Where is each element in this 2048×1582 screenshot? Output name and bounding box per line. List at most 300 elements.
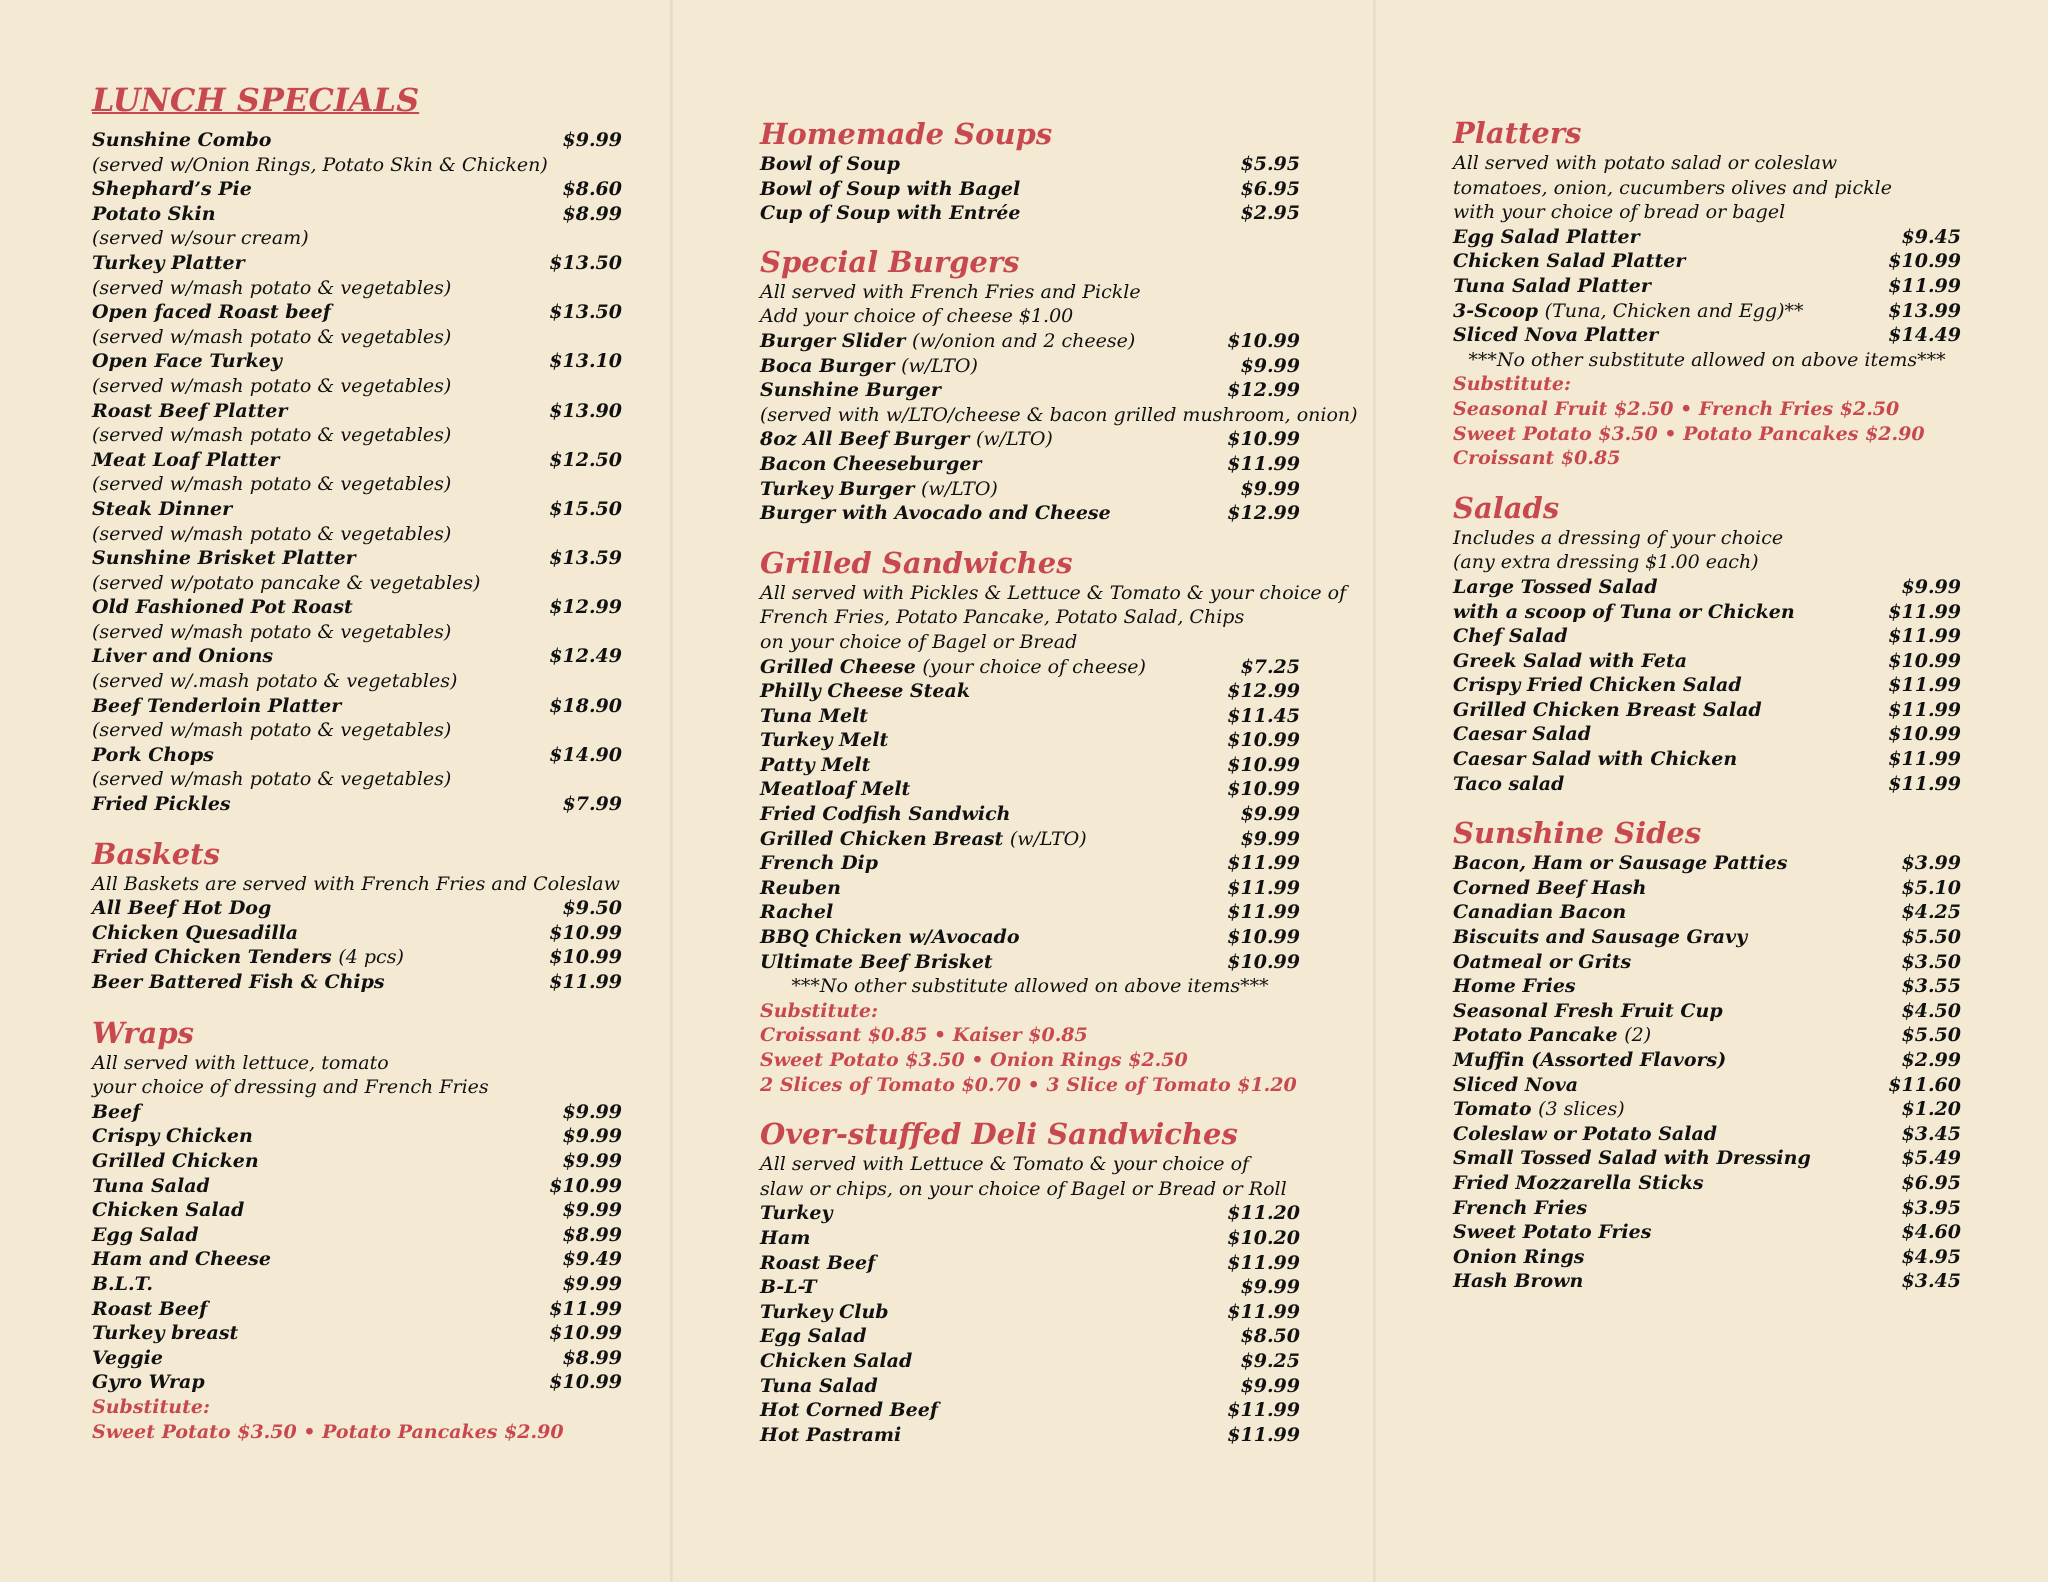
menu-item-name xyxy=(1453,1097,1625,1122)
menu-note: (served w/potato pancake & vegetables) xyxy=(92,571,481,594)
menu-item-name xyxy=(1453,1146,1811,1171)
menu-item-label: Open Face Turkey xyxy=(92,350,282,373)
menu-item xyxy=(760,925,1300,950)
menu-item-name xyxy=(1453,722,1591,747)
menu-item-label: Sweet Potato Fries xyxy=(1453,1221,1652,1244)
menu-item-label: Philly Cheese Steak xyxy=(760,680,970,703)
section-title-baskets: Baskets xyxy=(92,836,220,871)
menu-item-price: $10.99 xyxy=(1227,428,1300,451)
menu-item-price: $14.49 xyxy=(1888,324,1961,347)
menu-item xyxy=(760,329,1300,354)
menu-item-qualifier: (3 slices) xyxy=(1538,1098,1625,1121)
substitute-line: Substitute: xyxy=(1453,373,1571,396)
menu-item xyxy=(1453,1048,1961,1073)
menu-item-label: Grilled Chicken Breast xyxy=(760,827,1010,850)
menu-item-price: $7.25 xyxy=(1240,655,1300,678)
menu-item-price: $3.55 xyxy=(1901,975,1961,998)
menu-item xyxy=(1453,1097,1961,1122)
menu-note: (served w/mash potato & vegetables) xyxy=(92,522,452,545)
menu-item-price: $11.99 xyxy=(1888,625,1961,648)
menu-item-price: $10.99 xyxy=(1227,329,1300,352)
menu-note: (served with w/LTO/cheese & bacon grilled mushroom, onion) xyxy=(760,403,1358,426)
menu-item-name xyxy=(1453,698,1762,723)
substitute-line: Substitute: xyxy=(92,1395,210,1418)
menu-item-label: Muffin (Assorted Flavors) xyxy=(1453,1049,1727,1071)
menu-item-name xyxy=(92,448,279,473)
menu-item xyxy=(92,970,622,995)
menu-item-price: $10.99 xyxy=(1227,729,1300,752)
menu-item-label: Burger with Avocado and Cheese xyxy=(760,502,1111,525)
menu-item-price: $3.45 xyxy=(1901,1270,1961,1293)
menu-item-name xyxy=(760,354,978,379)
section-baskets xyxy=(92,872,622,995)
menu-note: All served with Lettuce & Tomato & your choice of xyxy=(760,1153,1250,1176)
menu-item-label: Taco salad xyxy=(1453,772,1565,795)
menu-item-price: $4.95 xyxy=(1901,1245,1961,1268)
menu-item-price: $5.50 xyxy=(1901,1024,1961,1047)
menu-item-price: $4.50 xyxy=(1901,999,1961,1022)
substitute-line: Substitute: xyxy=(760,999,878,1022)
menu-item-label: French Fries xyxy=(1453,1196,1588,1219)
menu-item-name xyxy=(92,921,298,946)
menu-item xyxy=(1453,575,1961,600)
menu-item-qualifier: (w/LTO) xyxy=(921,477,998,500)
menu-item-label: Sunshine Burger xyxy=(760,379,941,402)
menu-item xyxy=(760,1423,1300,1448)
menu-item xyxy=(760,1324,1300,1349)
menu-item-label: Canadian Bacon xyxy=(1453,901,1627,924)
menu-item-price: $10.99 xyxy=(1227,950,1300,973)
menu-item-label: Bacon Cheeseburger xyxy=(760,452,982,475)
menu-item-label: Turkey Burger xyxy=(760,477,922,500)
menu-item-label: Egg Salad Platter xyxy=(1453,225,1640,248)
menu-item-label: Sunshine Combo xyxy=(92,129,272,151)
menu-item-label: Chicken Salad xyxy=(760,1349,913,1372)
menu-item-name xyxy=(760,925,1020,950)
menu-item-price: $11.99 xyxy=(549,971,622,993)
menu-item xyxy=(92,448,622,473)
menu-item xyxy=(760,1201,1300,1226)
menu-item-name xyxy=(760,201,1020,226)
menu-item xyxy=(92,177,622,202)
menu-item-name xyxy=(760,1423,901,1448)
menu-item-price: $13.99 xyxy=(1888,299,1961,322)
menu-item-name xyxy=(1453,974,1576,999)
menu-item-label: 3-Scoop xyxy=(1453,299,1545,322)
menu-item-label: Open faced Roast beef xyxy=(92,301,331,324)
menu-item-price: $5.10 xyxy=(1901,876,1961,899)
menu-item xyxy=(92,921,622,946)
section-title-salads: Salads xyxy=(1453,490,1560,525)
menu-item-price: $5.49 xyxy=(1901,1147,1961,1170)
menu-item-label: Bowl of Soup with Bagel xyxy=(760,177,1021,200)
menu-item-name xyxy=(760,501,1111,526)
menu-item-price: $8.50 xyxy=(1240,1325,1300,1348)
menu-item-name xyxy=(92,128,271,153)
menu-item-price: $4.25 xyxy=(1901,901,1961,924)
substitution-notice: ***No other substitute allowed on above items*** xyxy=(791,975,1269,998)
menu-item xyxy=(1453,876,1961,901)
menu-item-label: Crispy Fried Chicken Salad xyxy=(1453,674,1742,697)
menu-item-price: $12.99 xyxy=(1227,379,1300,402)
menu-item xyxy=(760,1398,1300,1423)
menu-note: Includes a dressing of your choice xyxy=(1453,526,1784,549)
menu-item-name xyxy=(92,595,353,620)
menu-item-label: Sliced Nova Platter xyxy=(1453,324,1659,347)
menu-item-name xyxy=(92,300,331,325)
menu-item-name xyxy=(1453,575,1658,600)
menu-item-qualifier: (your choice of cheese) xyxy=(922,655,1146,678)
menu-item-price: $9.99 xyxy=(562,1100,622,1123)
menu-note: (served w/mash potato & vegetables) xyxy=(92,424,452,447)
section-title-grilled-sandwiches: Grilled Sandwiches xyxy=(760,545,1073,580)
menu-item xyxy=(92,1321,622,1346)
menu-item-price: $8.99 xyxy=(562,1346,622,1369)
menu-note: (served w/mash potato & vegetables) xyxy=(92,325,452,348)
menu-item-price: $12.50 xyxy=(549,448,622,471)
menu-item-label: Grilled Chicken xyxy=(92,1149,259,1172)
menu-item-label: Tuna Salad Platter xyxy=(1453,274,1651,297)
menu-item xyxy=(92,1247,622,1272)
menu-item-label: Beef Tenderloin Platter xyxy=(92,694,342,717)
menu-item xyxy=(1453,274,1961,299)
menu-item-price: $10.99 xyxy=(1888,250,1961,273)
menu-item-label: Pork Chops xyxy=(92,743,214,766)
menu-item xyxy=(1453,698,1961,723)
menu-note: Add your choice of cheese $1.00 xyxy=(760,305,1074,328)
menu-item-price: $9.99 xyxy=(1240,1276,1300,1299)
menu-item xyxy=(760,354,1300,379)
section-grilled-sandwiches xyxy=(760,581,1347,1097)
menu-item-label: Potato Pancake xyxy=(1453,1024,1625,1047)
menu-item-price: $7.99 xyxy=(562,793,622,816)
menu-item-name xyxy=(760,1251,875,1276)
menu-item-name xyxy=(760,1349,912,1374)
menu-note: All Baskets are served with French Fries and Coleslaw xyxy=(92,872,620,895)
menu-item-name xyxy=(1453,1269,1583,1294)
menu-item-label: Tuna Salad xyxy=(92,1174,210,1197)
menu-item-label: Gyro Wrap xyxy=(92,1371,205,1394)
menu-item xyxy=(92,349,622,374)
menu-item xyxy=(1453,649,1961,674)
menu-item-name xyxy=(760,477,998,502)
menu-item xyxy=(92,1100,622,1125)
menu-item-name xyxy=(92,970,385,995)
menu-item-name xyxy=(1453,600,1795,625)
section-special-burgers xyxy=(760,280,1358,526)
menu-item-price: $2.95 xyxy=(1240,202,1300,225)
section-platters xyxy=(1453,151,1961,471)
menu-item xyxy=(760,1251,1300,1276)
menu-item xyxy=(1453,673,1961,698)
section-title-platters: Platters xyxy=(1453,116,1582,150)
menu-item-qualifier: (w/LTO) xyxy=(1009,827,1087,850)
menu-item-price: $14.90 xyxy=(549,743,622,766)
menu-item-price: $12.49 xyxy=(549,645,622,668)
substitute-line: Sweet Potato $3.50 • Onion Rings $2.50 xyxy=(760,1049,1188,1071)
menu-item-label: Meat Loaf Platter xyxy=(92,448,280,471)
menu-item-name xyxy=(760,900,833,925)
menu-item-price: $11.99 xyxy=(1227,1300,1300,1323)
menu-item xyxy=(92,896,622,921)
menu-item-label: Biscuits and Sausage Gravy xyxy=(1453,926,1748,949)
menu-item-name xyxy=(1453,1048,1726,1073)
menu-item-price: $11.99 xyxy=(1888,674,1961,697)
menu-item xyxy=(92,743,622,768)
menu-item-price: $10.20 xyxy=(1227,1226,1300,1249)
menu-item-name xyxy=(760,827,1087,852)
menu-item-label: Beef xyxy=(92,1100,141,1123)
substitute-line: Seasonal Fruit $2.50 • French Fries $2.50 xyxy=(1453,397,1900,420)
menu-item-price: $1.20 xyxy=(1901,1098,1961,1121)
menu-item-label: Caesar Salad xyxy=(1453,723,1592,746)
menu-item-label: Roast Beef xyxy=(92,1297,208,1320)
menu-item-price: $10.99 xyxy=(549,1371,622,1394)
menu-item-qualifier: (Tuna, Chicken and Egg)** xyxy=(1544,299,1804,322)
menu-item-label: Grilled Chicken Breast Salad xyxy=(1453,698,1762,721)
menu-item-label: Fried Codfish Sandwich xyxy=(760,803,1011,826)
menu-item xyxy=(1453,900,1961,925)
menu-item-name xyxy=(760,950,993,975)
menu-item xyxy=(92,1346,622,1371)
menu-item-label: Potato Skin xyxy=(92,202,216,225)
menu-item-name xyxy=(1453,1171,1704,1196)
menu-item-price: $11.99 xyxy=(1227,852,1300,875)
menu-item-name xyxy=(92,177,252,202)
section-title-wraps: Wraps xyxy=(92,1015,194,1050)
menu-item xyxy=(1453,722,1961,747)
menu-item-label: Fried Chicken Tenders xyxy=(92,946,339,969)
menu-item-name xyxy=(1453,1220,1651,1245)
menu-item-price: $11.99 xyxy=(1888,748,1961,771)
menu-item-label: Tomato xyxy=(1453,1098,1539,1121)
menu-item-name xyxy=(760,704,868,729)
menu-item-name xyxy=(760,1374,878,1399)
menu-item xyxy=(92,202,622,227)
menu-item-name xyxy=(760,1226,810,1251)
menu-item-label: BBQ Chicken w/Avocado xyxy=(760,926,1020,949)
menu-item-price: $3.50 xyxy=(1901,950,1961,973)
menu-note: (served w/sour cream) xyxy=(92,227,309,250)
menu-item-name xyxy=(92,1100,140,1125)
menu-item xyxy=(1453,299,1961,324)
section-title-special-burgers: Special Burgers xyxy=(760,244,1020,279)
menu-note: All served with potato salad or coleslaw xyxy=(1453,152,1838,174)
menu-item-name xyxy=(1453,1196,1587,1221)
menu-item-price: $13.59 xyxy=(549,547,622,570)
menu-item-price: $12.99 xyxy=(1227,680,1300,703)
menu-item-label: B.L.T. xyxy=(92,1272,153,1295)
menu-item xyxy=(760,378,1300,403)
menu-item-price: $6.95 xyxy=(1901,1171,1961,1194)
menu-item-name xyxy=(1453,1023,1651,1048)
menu-item xyxy=(92,945,622,970)
substitute-line: Croissant $0.85 xyxy=(1453,447,1621,470)
menu-item-name xyxy=(92,1370,205,1395)
menu-item-label: Chicken Quesadilla xyxy=(92,921,299,944)
menu-item-label: Liver and Onions xyxy=(92,645,274,668)
menu-item-name xyxy=(760,753,870,778)
menu-item-price: $9.99 xyxy=(562,1199,622,1222)
menu-item-label: Greek Salad with Feta xyxy=(1453,649,1688,672)
menu-item xyxy=(760,1349,1300,1374)
menu-item-price: $11.60 xyxy=(1888,1073,1961,1096)
menu-item-label: Sliced Nova xyxy=(1453,1073,1579,1096)
menu-item-name xyxy=(92,694,341,719)
menu-item-name xyxy=(92,202,216,227)
menu-item-name xyxy=(92,896,271,921)
menu-item-qualifier: (2) xyxy=(1624,1024,1652,1047)
menu-item-price: $13.50 xyxy=(549,251,622,274)
menu-item-label: Boca Burger xyxy=(760,354,902,377)
menu-item-name xyxy=(1453,225,1640,250)
menu-note: (served w/mash potato & vegetables) xyxy=(92,473,452,496)
menu-item-label: Burger Slider xyxy=(760,329,913,352)
menu-item-name xyxy=(1453,274,1651,299)
menu-item xyxy=(92,1149,622,1174)
section-deli-sandwiches xyxy=(760,1152,1300,1447)
menu-item-name xyxy=(92,1346,163,1371)
menu-note: All served with French Fries and Pickle xyxy=(760,280,1141,303)
substitute-line: 2 Slices of Tomato $0.70 • 3 Slice of Tomato $1.20 xyxy=(760,1073,1297,1096)
menu-item-name xyxy=(1453,772,1564,797)
menu-item-name xyxy=(1453,747,1737,772)
menu-item xyxy=(92,399,622,424)
menu-item-name xyxy=(92,1149,259,1174)
menu-item-price: $8.60 xyxy=(562,178,622,201)
section-title-sunshine-sides: Sunshine Sides xyxy=(1453,816,1702,851)
menu-item xyxy=(1453,999,1961,1024)
menu-item-price: $11.99 xyxy=(1888,600,1961,623)
menu-item-price: $15.50 xyxy=(549,497,622,520)
menu-item-name xyxy=(1453,323,1658,348)
menu-item xyxy=(92,1223,622,1248)
menu-item-label: Turkey breast xyxy=(92,1322,239,1345)
menu-item-name xyxy=(92,497,232,522)
menu-item-label: Veggie xyxy=(92,1346,163,1369)
menu-item-price: $10.99 xyxy=(549,1322,622,1345)
menu-item-price: $9.99 xyxy=(562,129,622,151)
menu-item-price: $10.99 xyxy=(1888,649,1961,672)
menu-item-name xyxy=(1453,1073,1578,1098)
menu-item xyxy=(760,827,1300,852)
section-wraps xyxy=(92,1051,622,1445)
menu-item xyxy=(1453,1220,1961,1245)
menu-item-name xyxy=(1453,900,1626,925)
menu-item-price: $10.99 xyxy=(1227,778,1300,801)
menu-item-name xyxy=(92,399,287,424)
menu-item-qualifier: (4 pcs) xyxy=(338,946,404,969)
menu-item-price: $5.50 xyxy=(1901,926,1961,949)
menu-item-label: Patty Melt xyxy=(760,753,871,776)
menu-note: tomatoes, onion, cucumbers olives and pickle xyxy=(1453,176,1892,199)
menu-item xyxy=(92,251,622,276)
menu-item xyxy=(760,777,1300,802)
menu-item-name xyxy=(92,1124,253,1149)
menu-note: French Fries, Potato Pancake, Potato Salad, Chips xyxy=(760,606,1245,629)
menu-item xyxy=(1453,1146,1961,1171)
menu-item-price: $10.99 xyxy=(1227,753,1300,776)
menu-item-name xyxy=(760,177,1020,202)
menu-item xyxy=(1453,600,1961,625)
menu-item-name xyxy=(92,349,282,374)
menu-item-name xyxy=(92,1321,238,1346)
menu-item-price: $11.20 xyxy=(1227,1202,1300,1225)
menu-item-label: Roast Beef xyxy=(760,1251,876,1274)
menu-item-price: $9.99 xyxy=(1240,354,1300,377)
menu-item-name xyxy=(92,1174,210,1199)
menu-item-name xyxy=(760,1324,867,1349)
menu-item-price: $13.90 xyxy=(549,399,622,422)
menu-item xyxy=(1453,950,1961,975)
substitution-notice: ***No other substitute allowed on above items*** xyxy=(1468,348,1946,371)
menu-column-right xyxy=(1453,117,1961,1294)
menu-item-name xyxy=(760,876,841,901)
menu-item-price: $10.99 xyxy=(549,921,622,944)
menu-item-price: $9.99 xyxy=(1240,1374,1300,1397)
menu-item-price: $4.60 xyxy=(1901,1221,1961,1244)
menu-item-label: B-L-T xyxy=(760,1276,817,1299)
menu-item-price: $5.95 xyxy=(1240,153,1300,175)
menu-item xyxy=(760,876,1300,901)
menu-item xyxy=(1453,225,1961,250)
section-lunch-specials xyxy=(92,128,622,817)
menu-item-price: $9.50 xyxy=(562,897,622,920)
menu-item-label: Fried Pickles xyxy=(92,793,231,816)
menu-item-label: Bacon, Ham or Sausage Patties xyxy=(1453,852,1788,875)
menu-item-label: Hot Corned Beef xyxy=(760,1399,939,1422)
menu-item xyxy=(760,501,1300,526)
menu-item-label: Hot Pastrami xyxy=(760,1423,902,1446)
menu-item xyxy=(1453,1196,1961,1221)
menu-item-label: Egg Salad xyxy=(92,1223,199,1246)
menu-item xyxy=(760,753,1300,778)
menu-item-price: $9.99 xyxy=(1240,827,1300,850)
menu-item-price: $3.99 xyxy=(1901,852,1961,875)
menu-item xyxy=(92,546,622,571)
menu-item-price: $3.95 xyxy=(1901,1196,1961,1219)
menu-item-name xyxy=(1453,876,1646,901)
menu-item-price: $9.99 xyxy=(1240,477,1300,500)
menu-note: slaw or chips, on your choice of Bagel or Bread or Roll xyxy=(760,1177,1287,1200)
menu-item xyxy=(1453,249,1961,274)
menu-item-price: $10.99 xyxy=(549,946,622,969)
menu-item xyxy=(1453,1269,1961,1294)
menu-item-name xyxy=(1453,673,1742,698)
menu-item-label: Hash Brown xyxy=(1453,1270,1584,1293)
menu-item-price: $13.10 xyxy=(549,350,622,373)
menu-item-name xyxy=(760,152,900,177)
menu-item-qualifier: (w/onion and 2 cheese) xyxy=(912,329,1136,352)
menu-item-name xyxy=(92,251,245,276)
menu-item-name xyxy=(1453,249,1685,274)
menu-item-price: $9.45 xyxy=(1901,225,1961,248)
menu-item-label: Tuna Salad xyxy=(760,1374,878,1397)
menu-item-label: Chicken Salad xyxy=(92,1199,245,1222)
menu-item xyxy=(760,704,1300,729)
menu-item xyxy=(760,1300,1300,1325)
section-salads xyxy=(1453,526,1961,797)
menu-item xyxy=(760,950,1300,975)
menu-item-price: $11.99 xyxy=(1227,876,1300,899)
menu-column-left xyxy=(92,81,622,1444)
menu-item-label: Beer Battered Fish & Chips xyxy=(92,971,385,993)
menu-item-name xyxy=(92,1247,271,1272)
menu-item xyxy=(1453,925,1961,950)
menu-item-price: $2.99 xyxy=(1901,1049,1961,1071)
menu-item xyxy=(92,644,622,669)
menu-item-label: Bowl of Soup xyxy=(760,153,900,175)
